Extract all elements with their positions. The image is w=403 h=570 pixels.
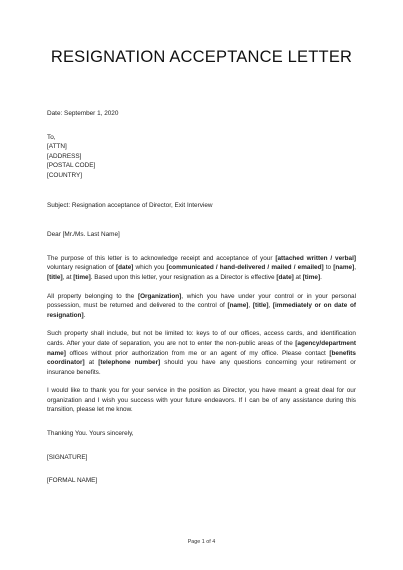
address-street: [ADDRESS] xyxy=(47,152,82,160)
address-to: To, xyxy=(47,133,56,141)
formal-name-placeholder: [FORMAL NAME] xyxy=(47,477,98,485)
closing-line: Thanking You. Yours sincerely, xyxy=(47,430,134,438)
date-line: Date: September 1, 2020 xyxy=(47,110,119,117)
page-number: Page 1 of 4 xyxy=(187,539,216,545)
address-attn: [ATTN] xyxy=(47,143,67,151)
paragraph-property-return: All property belonging to the [Organization], which you have under your control or in your personal possession, must be returned and delivered to the control of [name], [title], [immediately or on date of resignation]. xyxy=(47,292,356,319)
address-country: [COUNTRY] xyxy=(47,171,83,179)
letter-title: RESIGNATION ACCEPTANCE LETTER xyxy=(50,48,353,66)
signature-placeholder: [SIGNATURE] xyxy=(47,453,88,461)
address-postal-code: [POSTAL CODE] xyxy=(47,162,96,170)
letter-body xyxy=(47,109,356,486)
recipient-address-block xyxy=(47,133,356,181)
subject-line: Subject: Resignation acceptance of Director, Exit Interview xyxy=(47,201,213,209)
paragraph-thanks: I would like to thank you for your service in the position as Director, you have meant a great deal for our organization and I wish you success with your future endeavors. If I can be of any assistance during this transition, please let me know. xyxy=(47,387,356,414)
salutation: Dear [Mr./Ms. Last Name] xyxy=(47,231,120,239)
paragraph-property-details: Such property shall include, but not be limited to: keys to of our offices, access cards, and identification cards. After your date of separation, you are not to enter the non-public areas of the [agency/department name] offices without prior authorization from me or an agent of my office. Please contact [benefits coordinator] at [telephone number] should you have any questions concerning your retirement or insurance benefits. xyxy=(47,330,356,376)
paragraph-acknowledgement: The purpose of this letter is to acknowledge receipt and acceptance of your [attached written / verbal] voluntary resignation of [date] which you [communicated / hand-delivered / mailed / emailed] to [name], [title], at [time]. Based upon this letter, your resignation as a Director is effective [date] at [time]. xyxy=(47,254,356,281)
